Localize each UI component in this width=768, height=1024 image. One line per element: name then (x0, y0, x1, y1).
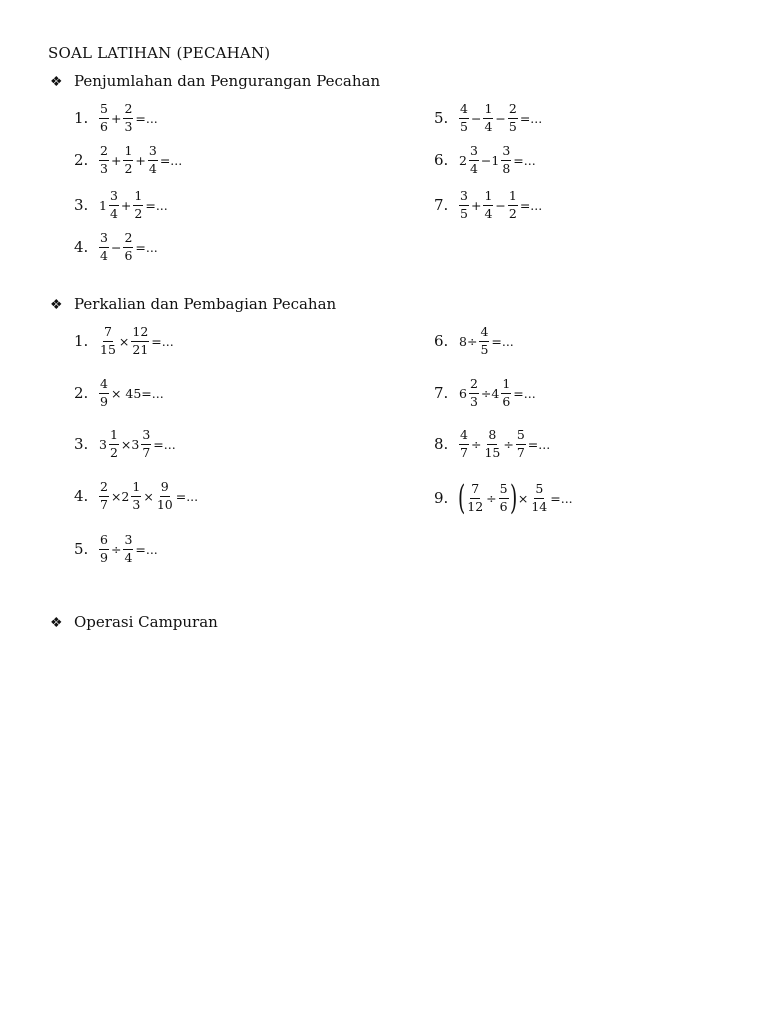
exercise-number: 9. (434, 489, 449, 507)
denominator: 4 (124, 549, 133, 565)
operator-text: =... (519, 110, 543, 126)
exercise-item (434, 378, 537, 408)
fraction (508, 103, 518, 133)
exercise-expression (458, 326, 515, 356)
numerator: 7 (470, 483, 480, 499)
exercise-expression (98, 378, 165, 408)
exercise-number: 2. (74, 151, 89, 169)
fraction (99, 145, 109, 175)
exercise-expression (98, 103, 159, 133)
operator-text: ÷4 (480, 385, 500, 401)
fraction (483, 429, 501, 459)
operator-text: × (118, 333, 130, 349)
fraction (109, 429, 119, 459)
numerator: 2 (123, 103, 133, 119)
numerator: 3 (123, 534, 133, 550)
exercise-number: 5. (434, 109, 449, 127)
denominator: 9 (100, 393, 108, 409)
operator-text: ×2 (110, 488, 130, 504)
fraction (133, 190, 143, 220)
operator-text: × (517, 490, 529, 506)
section-heading-text: Perkalian dan Pembagian Pecahan (74, 295, 337, 313)
exercise-expression (458, 190, 543, 220)
operator-text: =... (527, 436, 551, 452)
operator-text: − (470, 110, 482, 126)
exercise-expression (98, 232, 159, 262)
fraction (148, 145, 158, 175)
numerator: 4 (459, 103, 469, 119)
numerator: 1 (483, 103, 493, 119)
denominator: 5 (480, 341, 489, 357)
exercise-item (434, 145, 537, 175)
fraction (141, 429, 151, 459)
exercise-expression (98, 429, 177, 459)
denominator: 3 (100, 160, 108, 176)
exercise-expression (458, 145, 537, 175)
fraction (501, 378, 511, 408)
denominator: 7 (100, 496, 108, 512)
operator-text: =... (175, 488, 199, 504)
diamond-bullet-icon: ❖ (50, 74, 63, 90)
exercise-item (74, 378, 165, 408)
exercise-expression (458, 103, 543, 133)
operator-text: + (110, 152, 122, 168)
denominator: 15 (100, 341, 116, 357)
numerator: 8 (487, 429, 497, 445)
denominator: 4 (148, 160, 157, 176)
numerator: 1 (131, 481, 141, 497)
fraction (459, 429, 469, 459)
fraction (99, 103, 109, 133)
section-heading-muldiv (50, 295, 336, 313)
exercise-number: 8. (434, 435, 449, 453)
denominator: 5 (508, 118, 517, 134)
denominator: 4 (484, 205, 493, 221)
denominator: 9 (100, 549, 108, 565)
fraction (99, 378, 109, 408)
operator-text: ×3 (120, 436, 140, 452)
exercise-item (74, 103, 159, 133)
parenthesis: ( (457, 478, 466, 518)
numerator: 2 (469, 378, 479, 394)
numerator: 3 (469, 145, 479, 161)
parenthesis: ) (509, 478, 517, 518)
operator-text: =... (145, 197, 168, 213)
section-heading-mixed (50, 613, 218, 631)
fraction (469, 145, 479, 175)
denominator: 3 (469, 393, 478, 409)
fraction (99, 481, 109, 511)
fraction (459, 190, 469, 220)
numerator: 3 (109, 190, 119, 206)
denominator: 5 (460, 118, 468, 134)
section-heading-addsub (50, 72, 380, 90)
denominator: 6 (499, 498, 508, 514)
section-heading-text: Operasi Campuran (74, 613, 218, 631)
denominator: 8 (502, 160, 511, 176)
denominator: 4 (484, 118, 493, 134)
denominator: 6 (100, 118, 108, 134)
exercise-item (434, 103, 543, 133)
denominator: 15 (484, 444, 501, 460)
operator-text: ÷ (486, 490, 497, 506)
fraction (99, 326, 117, 356)
numerator: 5 (534, 483, 544, 499)
exercise-item (74, 429, 177, 459)
operator-text: 3 (99, 436, 107, 452)
exercise-number: 6. (434, 151, 449, 169)
exercise-number: 3. (74, 196, 89, 214)
operator-text: − (495, 197, 506, 213)
operator-text: 1 (99, 197, 107, 213)
numerator: 1 (123, 145, 133, 161)
exercise-expression (457, 478, 574, 518)
operator-text: − (110, 239, 122, 255)
denominator: 7 (460, 444, 468, 460)
numerator: 9 (160, 481, 170, 497)
exercise-number: 4. (74, 238, 89, 256)
operator-text: −1 (480, 152, 500, 168)
numerator: 3 (501, 145, 511, 161)
fraction (123, 534, 133, 564)
exercise-item (74, 326, 175, 356)
denominator: 5 (460, 205, 468, 221)
exercise-expression (98, 481, 199, 511)
exercise-number: 7. (434, 196, 449, 214)
operator-text: 8÷ (459, 333, 478, 349)
denominator: 2 (109, 444, 118, 460)
exercise-expression (98, 145, 183, 175)
fraction (99, 232, 109, 262)
fraction (499, 483, 509, 513)
operator-text: + (110, 110, 122, 126)
numerator: 2 (508, 103, 518, 119)
denominator: 7 (516, 444, 525, 460)
numerator: 6 (99, 534, 109, 550)
operator-text: =... (519, 197, 543, 213)
operator-text: =... (135, 239, 158, 255)
denominator: 21 (132, 341, 149, 357)
exercise-number: 2. (74, 384, 89, 402)
operator-text: 6 (459, 385, 467, 401)
numerator: 5 (99, 103, 109, 119)
numerator: 5 (499, 483, 509, 499)
diamond-bullet-icon: ❖ (50, 615, 63, 631)
operator-text: 2 (459, 152, 467, 168)
exercise-item (434, 326, 515, 356)
denominator: 4 (109, 205, 118, 221)
exercise-number: 1. (74, 109, 89, 127)
numerator: 4 (99, 378, 109, 394)
operator-text: =... (550, 490, 573, 506)
exercise-number: 1. (74, 332, 89, 350)
denominator: 3 (132, 496, 141, 512)
numerator: 2 (99, 145, 109, 161)
denominator: 4 (469, 160, 478, 176)
section-heading-text: Penjumlahan dan Pengurangan Pecahan (74, 72, 381, 90)
numerator: 7 (103, 326, 113, 342)
fraction (483, 103, 493, 133)
exercise-item (74, 190, 169, 220)
operator-text: =... (135, 110, 158, 126)
exercise-item (434, 429, 551, 459)
operator-text: =... (513, 152, 536, 168)
denominator: 4 (100, 247, 108, 263)
document-title: SOAL LATIHAN (PECAHAN) (48, 44, 271, 62)
numerator: 1 (501, 378, 511, 394)
exercise-item (74, 232, 159, 262)
numerator: 1 (109, 429, 119, 445)
numerator: 1 (133, 190, 143, 206)
operator-text: =... (153, 436, 176, 452)
operator-text: =... (491, 333, 514, 349)
operator-text: ÷ (470, 436, 482, 452)
fraction (483, 190, 493, 220)
exercise-item (434, 478, 574, 518)
numerator: 3 (148, 145, 158, 161)
numerator: 4 (479, 326, 489, 342)
operator-text: =... (159, 152, 183, 168)
exercise-item (74, 481, 199, 511)
fraction (131, 326, 149, 356)
numerator: 3 (141, 429, 151, 445)
fraction (123, 145, 133, 175)
denominator: 10 (156, 496, 173, 512)
operator-text: =... (151, 333, 174, 349)
exercise-number: 7. (434, 384, 449, 402)
fraction (469, 378, 479, 408)
fraction (530, 483, 548, 513)
fraction (123, 232, 133, 262)
denominator: 2 (124, 160, 133, 176)
operator-text: × 45=... (110, 385, 164, 401)
numerator: 4 (459, 429, 469, 445)
operator-text: ÷ (503, 436, 514, 452)
exercise-expression (98, 534, 159, 564)
denominator: 12 (467, 498, 484, 514)
denominator: 6 (124, 247, 133, 263)
exercise-number: 6. (434, 332, 449, 350)
fraction (109, 190, 119, 220)
exercise-item (74, 145, 183, 175)
numerator: 2 (99, 481, 109, 497)
fraction (466, 483, 484, 513)
operator-text: × (143, 488, 154, 504)
exercise-number: 5. (74, 540, 89, 558)
denominator: 7 (142, 444, 151, 460)
numerator: 3 (99, 232, 109, 248)
numerator: 3 (459, 190, 469, 206)
numerator: 1 (483, 190, 493, 206)
denominator: 6 (502, 393, 511, 409)
denominator: 2 (508, 205, 517, 221)
numerator: 2 (123, 232, 133, 248)
exercise-expression (458, 429, 551, 459)
exercise-expression (98, 326, 175, 356)
exercise-item (434, 190, 543, 220)
fraction (123, 103, 133, 133)
operator-text: − (495, 110, 506, 126)
fraction (131, 481, 141, 511)
fraction (501, 145, 511, 175)
fraction (459, 103, 469, 133)
fraction (99, 534, 109, 564)
numerator: 5 (516, 429, 526, 445)
denominator: 2 (134, 205, 143, 221)
exercise-number: 3. (74, 435, 89, 453)
operator-text: + (135, 152, 146, 168)
exercise-expression (98, 190, 169, 220)
denominator: 14 (531, 498, 548, 514)
denominator: 3 (124, 118, 133, 134)
diamond-bullet-icon: ❖ (50, 297, 63, 313)
exercise-number: 4. (74, 487, 89, 505)
operator-text: =... (513, 385, 536, 401)
operator-text: + (120, 197, 132, 213)
operator-text: + (470, 197, 482, 213)
operator-text: =... (135, 541, 158, 557)
exercise-expression (458, 378, 537, 408)
fraction (156, 481, 174, 511)
fraction (508, 190, 518, 220)
fraction (516, 429, 526, 459)
exercise-item (74, 534, 159, 564)
operator-text: ÷ (110, 541, 122, 557)
numerator: 1 (508, 190, 518, 206)
numerator: 12 (131, 326, 149, 342)
fraction (479, 326, 489, 356)
